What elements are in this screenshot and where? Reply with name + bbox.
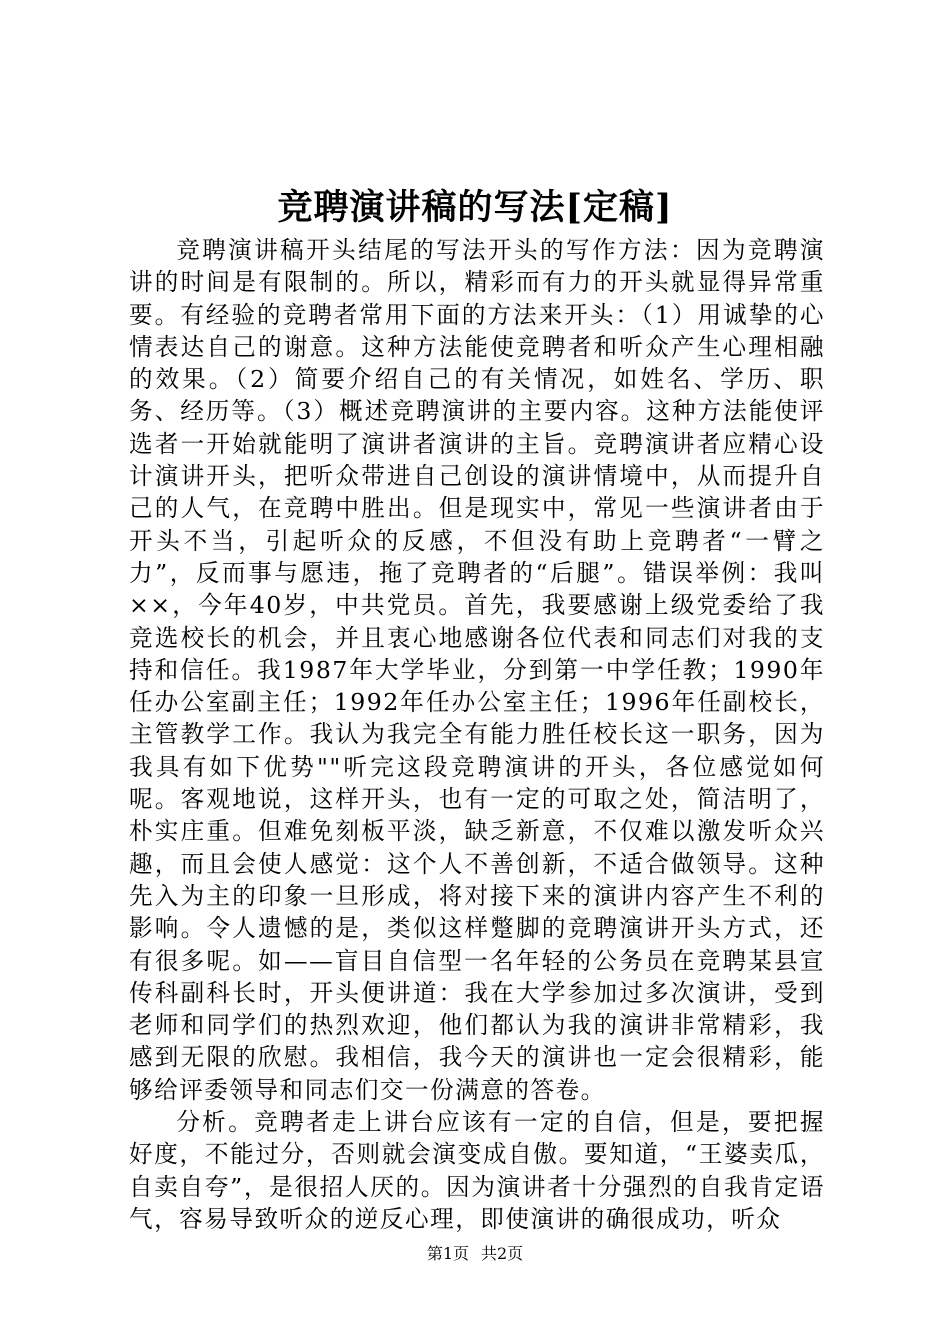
document-body: [129, 234, 825, 1235]
paragraph: 竞聘演讲稿开头结尾的写法开头的写作方法：因为竞聘演讲的时间是有限制的。所以，精彩而有力的开头就显得异常重要。有经验的竞聘者常用下面的方法来开头：（1）用诚挚的心情表达自己的谢意。这种方法能使竞聘者和听众产生心理相融的效果。（2）简要介绍自己的有关情况，如姓名、学历、职务、经历等。（3）概述竞聘演讲的主要内容。这种方法能使评选者一开始就能明了演讲者演讲的主旨。竞聘演讲者应精心设计演讲开头，把听众带进自己创设的演讲情境中，从而提升自己的人气，在竞聘中胜出。但是现实中，常见一些演讲者由于开头不当，引起听众的反感，不但没有助上竞聘者“一臂之力”，反而事与愿违，拖了竞聘者的“后腿”。错误举例：我叫××，今年40岁，中共党员。首先，我要感谢上级党委给了我竞选校长的机会，并且衷心地感谢各位代表和同志们对我的支持和信任。我1987年大学毕业，分到第一中学任教；1990年任办公室副主任；1992年任办公室主任；1996年任副校长，主管教学工作。我认为我完全有能力胜任校长这一职务，因为我具有如下优势""听完这段竞聘演讲的开头，各位感觉如何呢。客观地说，这样开头，也有一定的可取之处，简洁明了，朴实庄重。但难免刻板平淡，缺乏新意，不仅难以激发听众兴趣，而且会使人感觉：这个人不善创新，不适合做领导。这种先入为主的印象一旦形成，将对接下来的演讲内容产生不利的影响。令人遗憾的是，类似这样蹩脚的竞聘演讲开头方式，还有很多呢。如——盲目自信型一名年轻的公务员在竞聘某县宣传科副科长时，开头便讲道：我在大学参加过多次演讲，受到老师和同学们的热烈欢迎，他们都认为我的演讲非常精彩，我感到无限的欣慰。我相信，我今天的演讲也一定会很精彩，能够给评委领导和同志们交一份满意的答卷。: [129, 236, 825, 1104]
page-footer: [0, 1243, 950, 1265]
page-total: 共2页: [481, 1244, 524, 1263]
page-number: 第1页: [426, 1244, 469, 1263]
document-title: 竞聘演讲稿的写法[定稿]: [277, 187, 673, 228]
paragraph: 分析。竞聘者走上讲台应该有一定的自信，但是，要把握好度，不能过分，否则就会演变成自傲。要知道，“王婆卖瓜，自卖自夸”，是很招人厌的。因为演讲者十分强烈的自我肯定语气，容易导致听众的逆反心理，即使演讲的确很成功，听众: [129, 1108, 825, 1233]
